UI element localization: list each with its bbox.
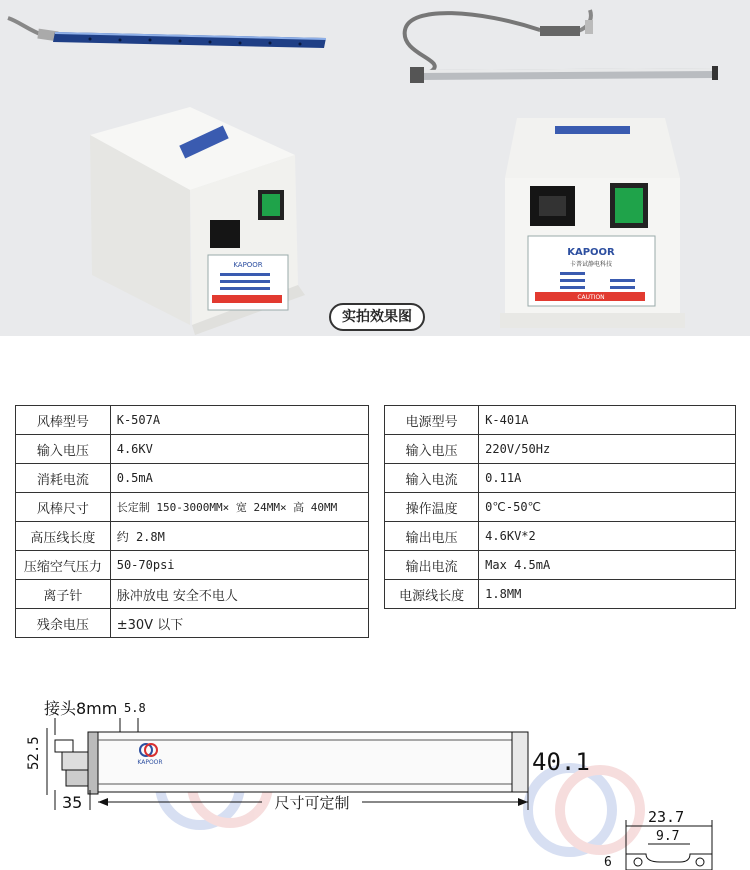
table-row: [385, 464, 736, 493]
spec-value: 220V/50Hz: [479, 435, 736, 464]
table-row: [385, 493, 736, 522]
spec-key: 离子针: [16, 580, 111, 609]
connector-label: 接头8mm: [44, 699, 118, 718]
dim-23-7: 23.7: [648, 808, 685, 826]
spec-value: 0.11A: [479, 464, 736, 493]
spec-value: 约 2.8M: [110, 522, 368, 551]
power-supply-spec-table: [384, 405, 736, 609]
table-row: [16, 551, 369, 580]
dim-5-8: 5.8: [124, 701, 146, 715]
spec-key: 电源型号: [385, 406, 479, 435]
dim-9-7: 9.7: [656, 829, 680, 844]
table-row: [385, 522, 736, 551]
spec-value: K-507A: [110, 406, 368, 435]
spec-key: 操作温度: [385, 493, 479, 522]
table-row: [16, 609, 369, 638]
table-row: [385, 580, 736, 609]
spec-key: 压缩空气压力: [16, 551, 111, 580]
box-name-right: 卡普试静电科技: [569, 261, 613, 268]
ion-bar-photo-left: [0, 0, 340, 70]
spec-value: ±30V 以下: [110, 609, 368, 638]
spec-value: 50-70psi: [110, 551, 368, 580]
ion-bar-photo-right: [390, 0, 730, 100]
spec-key: 输出电压: [385, 522, 479, 551]
dimension-drawing: [0, 690, 750, 870]
table-row: [16, 493, 369, 522]
table-row: [385, 551, 736, 580]
box-brand-left: KAPOOR: [233, 261, 263, 269]
spec-value: 0.5mA: [110, 464, 368, 493]
spec-key: 输入电压: [385, 435, 479, 464]
table-row: [16, 406, 369, 435]
spec-key: 消耗电流: [16, 464, 111, 493]
spec-key: 输入电流: [385, 464, 479, 493]
length-label: 尺寸可定制: [274, 794, 350, 812]
spec-value: 长定制 150-3000MM× 宽 24MM× 高 40MM: [110, 493, 368, 522]
spec-key: 输出电流: [385, 551, 479, 580]
table-row: [385, 435, 736, 464]
spec-key: 电源线长度: [385, 580, 479, 609]
table-row: [385, 406, 736, 435]
wind-bar-spec-table: [15, 405, 369, 638]
table-row: [16, 464, 369, 493]
power-supply-photo-right: [495, 108, 695, 333]
table-row: [16, 435, 369, 464]
spec-value: 0℃-50℃: [479, 493, 736, 522]
spec-key: 风棒型号: [16, 406, 111, 435]
table-row: [16, 522, 369, 551]
bar-brand: KAPOOR: [137, 759, 163, 766]
spec-value: 4.6KV: [110, 435, 368, 464]
spec-key: 输入电压: [16, 435, 111, 464]
spec-value: K-401A: [479, 406, 736, 435]
spec-value: Max 4.5mA: [479, 551, 736, 580]
spec-value: 4.6KV*2: [479, 522, 736, 551]
dim-40-1: 40.1: [532, 748, 590, 776]
box-caution-right: CAUTION: [577, 294, 605, 301]
spec-key: 残余电压: [16, 609, 111, 638]
spec-value: 1.8MM: [479, 580, 736, 609]
spec-value: 脉冲放电 安全不电人: [110, 580, 368, 609]
dim-6: 6: [604, 855, 612, 870]
photo-caption: 实拍效果图: [329, 303, 425, 331]
box-brand-right: KAPOOR: [567, 247, 615, 258]
dim-52-5: 52.5: [26, 736, 42, 770]
product-photo-band: [0, 0, 750, 336]
spec-key: 风棒尺寸: [16, 493, 111, 522]
dim-35: 35: [62, 793, 83, 812]
table-row: [16, 580, 369, 609]
spec-key: 高压线长度: [16, 522, 111, 551]
power-supply-photo-left: [80, 95, 310, 335]
